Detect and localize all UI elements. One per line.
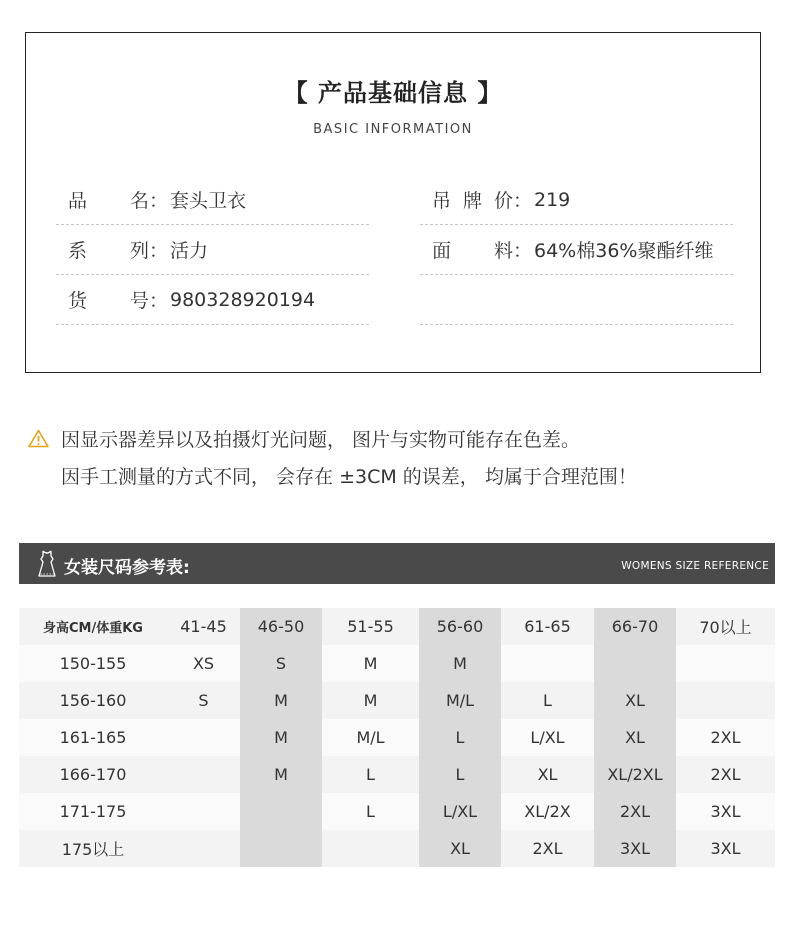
weight-header-cell: 61-65 xyxy=(501,608,594,645)
info-value: 980328920194 xyxy=(170,288,316,311)
size-cell: M xyxy=(240,756,322,793)
info-column-right xyxy=(420,175,733,325)
warning-triangle-icon xyxy=(28,429,49,448)
size-cell: L xyxy=(419,756,501,793)
size-cell xyxy=(240,793,322,830)
size-cell: L xyxy=(322,756,419,793)
size-cell: M xyxy=(240,719,322,756)
size-cell: XL/2XL xyxy=(594,756,676,793)
size-cell: M/L xyxy=(322,719,419,756)
size-cell: L xyxy=(322,793,419,830)
size-chart-title: 女装尺码参考表: xyxy=(64,558,190,578)
size-cell: XL/2X xyxy=(501,793,594,830)
info-value: 套头卫衣 xyxy=(170,190,247,212)
size-cell: 3XL xyxy=(676,793,775,830)
info-value: 活力 xyxy=(170,240,209,262)
table-row xyxy=(19,793,775,830)
weight-header-cell: 70以上 xyxy=(676,608,775,645)
info-row-name xyxy=(56,175,369,225)
size-cell: 3XL xyxy=(676,830,775,867)
weight-header-cell: 46-50 xyxy=(240,608,322,645)
size-cell xyxy=(167,719,240,756)
info-column-left xyxy=(56,175,369,325)
size-cell: M xyxy=(419,645,501,682)
table-header-row xyxy=(19,608,775,645)
notice-text: 因显示器差异以及拍摄灯光问题， 图片与实物可能存在色差。 xyxy=(61,429,581,451)
size-cell: L/XL xyxy=(419,793,501,830)
size-cell: L xyxy=(501,682,594,719)
height-cell: 156-160 xyxy=(19,682,167,719)
size-cell xyxy=(676,645,775,682)
weight-header-cell: 56-60 xyxy=(419,608,501,645)
weight-header-cell: 66-70 xyxy=(594,608,676,645)
info-row-fabric xyxy=(420,225,733,275)
size-cell xyxy=(594,645,676,682)
info-row-series xyxy=(56,225,369,275)
table-row xyxy=(19,719,775,756)
info-row-empty xyxy=(420,275,733,325)
table-row xyxy=(19,830,775,867)
info-value: 219 xyxy=(534,188,571,211)
size-cell: 2XL xyxy=(676,719,775,756)
size-cell xyxy=(167,830,240,867)
height-cell: 175以上 xyxy=(19,830,167,867)
dress-icon xyxy=(37,550,57,578)
size-table xyxy=(19,608,775,867)
size-cell: S xyxy=(167,682,240,719)
info-row-sku xyxy=(56,275,369,325)
size-cell xyxy=(167,756,240,793)
size-cell: XL xyxy=(594,719,676,756)
size-cell xyxy=(240,830,322,867)
notice-line-2 xyxy=(28,457,637,494)
info-value: 64%棉36%聚酯纤维 xyxy=(534,240,714,262)
info-row-price xyxy=(420,175,733,225)
size-cell: M xyxy=(240,682,322,719)
weight-header-cell: 41-45 xyxy=(167,608,240,645)
table-corner-label: 身高CM/体重KG xyxy=(19,608,167,645)
table-row xyxy=(19,682,775,719)
size-chart-subtitle: WOMENS SIZE REFERENCE xyxy=(621,560,769,572)
size-cell: 3XL xyxy=(594,830,676,867)
height-cell: 171-175 xyxy=(19,793,167,830)
height-cell: 166-170 xyxy=(19,756,167,793)
height-cell: 161-165 xyxy=(19,719,167,756)
size-cell xyxy=(676,682,775,719)
size-cell xyxy=(501,645,594,682)
info-label: 货 号： xyxy=(68,290,168,312)
size-cell: XL xyxy=(501,756,594,793)
basic-info-panel xyxy=(25,32,761,373)
size-cell: M xyxy=(322,682,419,719)
info-subtitle: BASIC INFORMATION xyxy=(313,122,473,137)
size-chart-header xyxy=(19,543,775,584)
size-cell: 2XL xyxy=(594,793,676,830)
info-label: 系 列： xyxy=(68,240,168,262)
size-cell xyxy=(322,830,419,867)
disclaimer-notice xyxy=(28,420,637,494)
size-cell: L/XL xyxy=(501,719,594,756)
size-cell: M xyxy=(322,645,419,682)
info-label: 品 名： xyxy=(68,190,168,212)
info-title: 【 产品基础信息 】 xyxy=(283,79,503,107)
size-cell: XL xyxy=(419,830,501,867)
notice-line-1 xyxy=(28,420,637,457)
notice-text: 因手工测量的方式不同， 会存在 ±3CM 的误差， 均属于合理范围！ xyxy=(61,466,637,488)
size-cell: 2XL xyxy=(676,756,775,793)
size-cell: XS xyxy=(167,645,240,682)
info-label: 吊 牌 价： xyxy=(432,190,532,212)
size-cell: XL xyxy=(594,682,676,719)
size-cell: L xyxy=(419,719,501,756)
weight-header-cell: 51-55 xyxy=(322,608,419,645)
height-cell: 150-155 xyxy=(19,645,167,682)
table-row xyxy=(19,645,775,682)
table-row xyxy=(19,756,775,793)
size-cell xyxy=(167,793,240,830)
info-label: 面 料： xyxy=(432,240,532,262)
size-cell: S xyxy=(240,645,322,682)
size-cell: M/L xyxy=(419,682,501,719)
size-cell: 2XL xyxy=(501,830,594,867)
